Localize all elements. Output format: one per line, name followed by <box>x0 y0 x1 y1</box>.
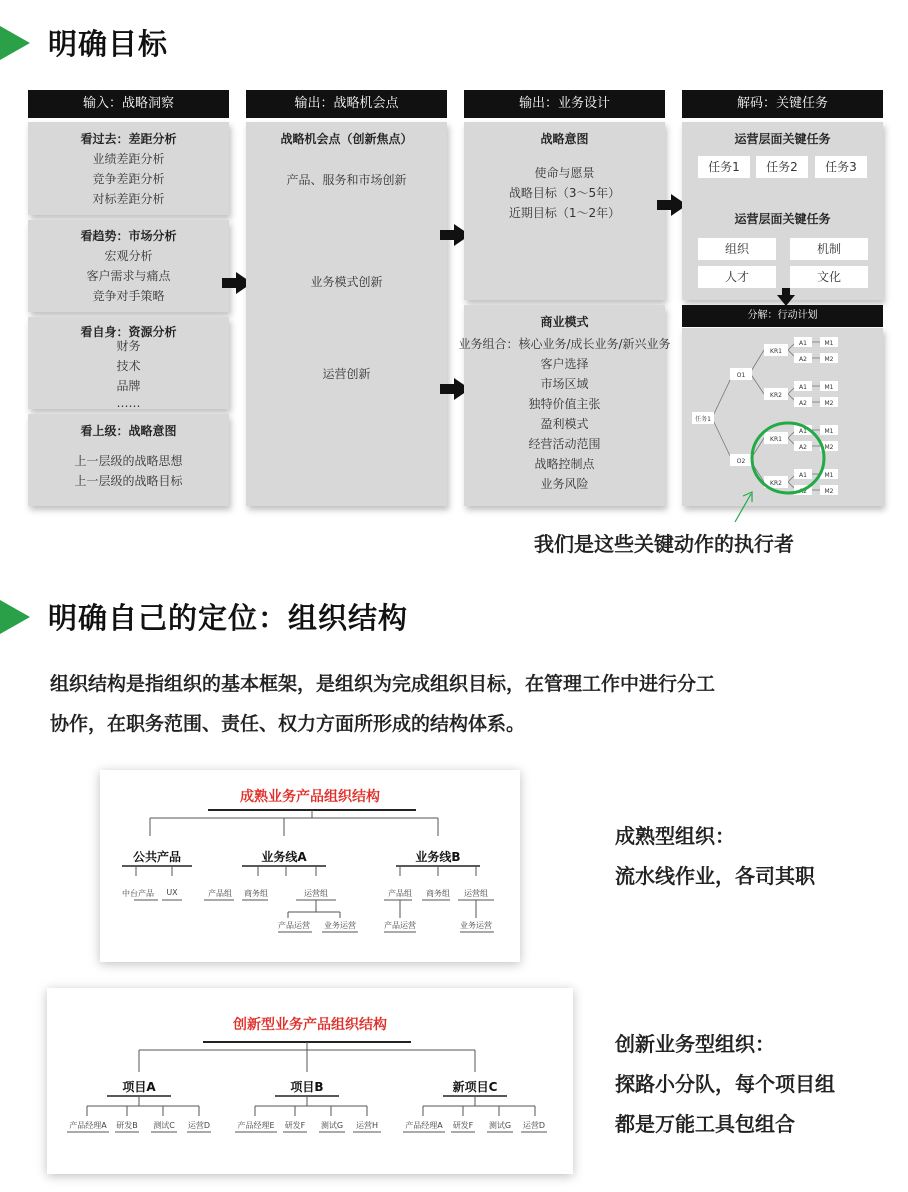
input-panel-gap <box>28 122 229 215</box>
org-leaf: 测试G <box>488 1121 512 1130</box>
org-node: 业务线A <box>261 850 307 864</box>
panel-item: 市场区域 <box>540 377 589 391</box>
okr-m-label: M2 <box>824 444 834 451</box>
column-header-opportunity: 输出：战略机会点 <box>246 90 447 118</box>
section-heading-position <box>0 596 408 637</box>
org-leaf: 商务组 <box>244 889 268 898</box>
org-node: 项目A <box>122 1080 156 1094</box>
action-plan-header: 分解：行动计划 <box>682 305 883 327</box>
input-panel-intent <box>28 414 229 506</box>
org-leaf: 研发B <box>116 1121 138 1130</box>
design-panel-intent <box>464 122 665 300</box>
description-line: 流水线作业，各司其职 <box>615 864 815 888</box>
task-chip: 任务1 <box>698 156 750 178</box>
definition-paragraph <box>50 664 890 744</box>
panel-item: 战略目标（3～5年） <box>508 186 621 200</box>
org-node: 项目B <box>290 1080 324 1094</box>
okr-tree <box>682 328 883 506</box>
okr-o-label: O2 <box>736 458 746 465</box>
org-chip: 人才 <box>698 266 776 288</box>
section-heading-goals <box>0 22 168 63</box>
okr-m-label: M1 <box>824 384 834 391</box>
org-chip: 文化 <box>790 266 868 288</box>
panel-item: 竞争对手策略 <box>92 289 165 303</box>
panel-item: 客户需求与痛点 <box>86 269 171 283</box>
description-line: 创新业务型组织： <box>615 1032 775 1056</box>
okr-m-label: M1 <box>824 340 834 347</box>
org-leaf: 产品组 <box>208 889 232 898</box>
column-header-decode: 解码：关键任务 <box>682 90 883 118</box>
task-chip: 任务3 <box>815 156 867 178</box>
okr-a-label: A2 <box>799 400 807 407</box>
panel-title: 战略意图 <box>540 132 589 146</box>
okr-a-label: A1 <box>799 472 807 479</box>
org-leaf: 测试G <box>320 1121 344 1130</box>
org-leaf: 运营组 <box>304 889 328 898</box>
okr-kr-label: KR1 <box>770 436 782 443</box>
input-panel-market <box>28 220 229 312</box>
task-chip: 任务2 <box>756 156 808 178</box>
panel-title: 看趋势：市场分析 <box>80 229 177 243</box>
org-node: 业务线B <box>415 850 461 864</box>
okr-a-label: A1 <box>799 340 807 347</box>
org-leaf: 产品经理E <box>237 1121 275 1130</box>
innovative-org-chart <box>47 988 573 1174</box>
okr-m-label: M2 <box>824 400 834 407</box>
org-leaf: 产品运营 <box>384 921 416 930</box>
okr-m-label: M1 <box>824 472 834 479</box>
panel-item: 运营创新 <box>322 367 371 381</box>
description-line: 探路小分队，每个项目组 <box>615 1072 835 1096</box>
org-chart-lines <box>100 770 520 962</box>
org-leaf: 产品经理A <box>69 1121 107 1130</box>
panel-title: 战略机会点（创新焦点） <box>280 132 413 146</box>
panel-item: 盈利模式 <box>540 417 589 431</box>
okr-m-label: M1 <box>824 428 834 435</box>
panel-item: 业务模式创新 <box>310 275 383 289</box>
okr-a-label: A1 <box>799 384 807 391</box>
okr-kr-label: KR2 <box>770 480 782 487</box>
panel-item: 经营活动范围 <box>528 437 601 451</box>
okr-kr-label: KR1 <box>770 348 782 355</box>
column-header-input: 输入：战略洞察 <box>28 90 229 118</box>
panel-item: 上一层级的战略目标 <box>74 474 183 488</box>
org-chip: 组织 <box>698 238 776 260</box>
org-leaf: 产品运营 <box>278 921 310 930</box>
panel-title: 看过去：差距分析 <box>80 132 177 146</box>
pointer-arrow-icon <box>732 488 756 528</box>
column-header-design: 输出：业务设计 <box>464 90 665 118</box>
paragraph-line: 协作，在职务范围、责任、权力方面所形成的结构体系。 <box>50 713 526 735</box>
org-leaf: 业务运营 <box>460 921 492 930</box>
org-leaf: 业务运营 <box>324 921 356 930</box>
org-leaf: UX <box>166 888 178 897</box>
panel-item: 技术 <box>116 359 141 373</box>
org-node: 新项目C <box>452 1080 498 1094</box>
design-panel-business-model <box>458 305 671 506</box>
okr-root-label: 任务1 <box>695 416 711 423</box>
panel-item: 宏观分析 <box>104 249 153 263</box>
panel-item: 产品、服务和市场创新 <box>286 173 407 187</box>
panel-item: 业务风险 <box>540 477 589 491</box>
org-leaf: 运营组 <box>464 889 488 898</box>
section-title: 明确目标 <box>48 27 169 61</box>
panel-item: 上一层级的战略思想 <box>74 454 183 468</box>
paragraph-line: 组织结构是指组织的基本框架，是组织为完成组织目标，在管理工作中进行分工 <box>50 673 716 695</box>
org-leaf: 中台产品 <box>122 889 154 898</box>
org-leaf: 研发F <box>284 1121 306 1130</box>
okr-a-label: A1 <box>799 428 807 435</box>
org-leaf: 商务组 <box>426 889 450 898</box>
description-line: 成熟型组织： <box>615 824 735 848</box>
org-chip: 机制 <box>790 238 868 260</box>
description-line: 都是万能工具包组合 <box>615 1112 795 1136</box>
innovative-org-description <box>615 1024 835 1144</box>
green-triangle-icon <box>0 26 30 60</box>
okr-o-label: O1 <box>736 372 746 379</box>
okr-m-label: M2 <box>824 356 834 363</box>
green-triangle-icon <box>0 600 30 634</box>
section-title: 明确自己的定位：组织结构 <box>48 601 409 635</box>
panel-title: 商业模式 <box>540 315 589 329</box>
panel-item: 使命与愿景 <box>534 166 595 180</box>
panel-item: 近期目标（1～2年） <box>508 206 621 220</box>
input-panel-resource <box>28 317 229 409</box>
panel-item: 独特价值主张 <box>528 397 601 411</box>
okr-a-label: A2 <box>799 444 807 451</box>
mature-org-description <box>615 816 815 896</box>
panel-item: 品牌 <box>116 379 141 393</box>
okr-a-label: A2 <box>799 488 807 495</box>
action-plan-panel <box>682 328 883 506</box>
panel-item: 业务组合：核心业务/成长业务/新兴业务 <box>458 337 671 351</box>
org-leaf: 产品经理A <box>405 1121 443 1130</box>
mature-org-chart <box>100 770 520 962</box>
panel-item: 业绩差距分析 <box>92 152 165 166</box>
panel-title: 看自身：资源分析 <box>80 325 177 339</box>
org-leaf: 产品组 <box>388 889 412 898</box>
panel-title: 看上级：战略意图 <box>80 424 177 438</box>
panel-item: …… <box>116 396 141 410</box>
org-leaf: 研发F <box>452 1121 474 1130</box>
panel-item: 财务 <box>116 339 141 353</box>
org-leaf: 运营D <box>187 1121 211 1130</box>
org-chart-title: 创新型业务产品组织结构 <box>233 1017 387 1033</box>
okr-kr-label: KR2 <box>770 392 782 399</box>
org-chart-title: 成熟业务产品组织结构 <box>240 789 380 805</box>
panel-item: 客户选择 <box>540 357 589 371</box>
panel-item: 对标差距分析 <box>92 192 165 206</box>
panel-item: 竞争差距分析 <box>92 172 165 186</box>
org-leaf: 运营D <box>522 1121 546 1130</box>
okr-a-label: A2 <box>799 356 807 363</box>
org-leaf: 运营H <box>355 1121 378 1130</box>
executor-note: 我们是这些关键动作的执行者 <box>534 532 794 556</box>
panel-item: 战略控制点 <box>534 457 595 471</box>
opportunity-panel <box>246 122 447 506</box>
org-node: 公共产品 <box>132 850 181 864</box>
panel-title: 运营层面关键任务 <box>734 212 831 226</box>
org-leaf: 测试C <box>153 1121 175 1130</box>
panel-title: 运营层面关键任务 <box>734 132 831 146</box>
okr-m-label: M2 <box>824 488 834 495</box>
